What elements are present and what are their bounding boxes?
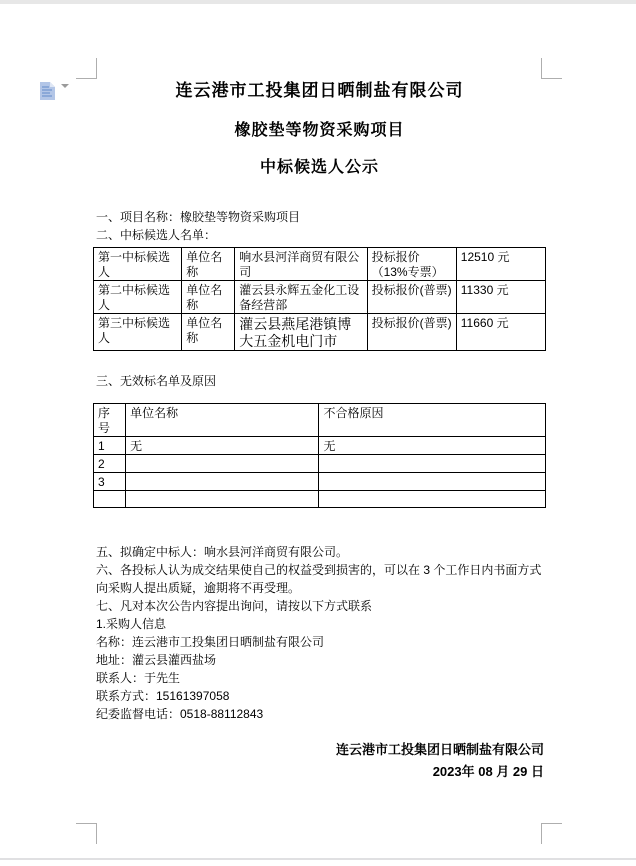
section-3-invalid-bids: 三、无效标名单及原因 [96,374,217,388]
candidate-rank-cell: 第三中标候选人 [94,314,182,351]
no-cell: 1 [94,437,126,455]
reason-cell [319,455,546,473]
unit-cell [126,473,319,491]
table-row [94,491,546,508]
purchaser-contact: 联系人：于先生 [96,671,181,685]
section-6-objection: 六、各投标人认为成交结果使自己的权益受到损害的，可以在 3 个工作日内书面方式向采购人提出质疑，逾期将不再受理。 [96,563,542,595]
section-2-candidate-list: 二、中标候选人名单： [96,228,217,242]
title-company: 连云港市工投集团日晒制盐有限公司 [175,81,464,100]
reason-cell [319,491,546,508]
price-cell: 11330 元 [456,281,545,314]
reason-cell [319,473,546,491]
title-doc-type: 中标候选人公示 [259,159,379,176]
signature-date: 2023年 08 月 29 日 [432,764,544,779]
page-boundary-bottom [0,858,636,860]
table-row [94,473,546,491]
margin-crop-mark-bottom-right [541,823,562,844]
table-row [94,314,546,351]
unit-label-cell: 单位名称 [182,314,235,351]
invalid-bids-table [93,403,546,508]
reason-cell: 无 [319,437,546,455]
price-label-cell: 投标报价（13%专票） [367,248,456,281]
signature-block [93,739,546,783]
candidates-table [93,247,546,351]
candidate-rank-cell: 第一中标候选人 [94,248,182,281]
unit-name-cell: 灌云县永辉五金化工设备经营部 [235,281,367,314]
candidate-rank-cell: 第二中标候选人 [94,281,182,314]
price-cell: 11660 元 [456,314,545,351]
chevron-down-icon[interactable] [61,88,70,106]
paste-options-button[interactable] [39,81,73,101]
no-cell [94,491,126,508]
no-cell: 3 [94,473,126,491]
table-row [94,455,546,473]
purchaser-address: 地址：灌云县灌西盐场 [96,653,217,667]
unit-label-cell: 单位名称 [182,281,235,314]
purchaser-supervision-phone: 纪委监督电话：0518-88112843 [96,707,264,721]
purchaser-heading: 1.采购人信息 [96,617,167,631]
title-project: 橡胶垫等物资采购项目 [234,122,405,139]
col-header-reason: 不合格原因 [319,404,546,437]
price-label-cell: 投标报价(普票) [367,281,456,314]
table-row [94,248,546,281]
no-cell: 2 [94,455,126,473]
purchaser-info-block [93,615,546,723]
unit-name-cell: 响水县河洋商贸有限公司 [235,248,367,281]
price-cell: 12510 元 [456,248,545,281]
unit-cell [126,491,319,508]
col-header-unit: 单位名称 [126,404,319,437]
purchaser-phone: 联系方式：15161397058 [96,689,230,703]
unit-label-cell: 单位名称 [182,248,235,281]
unit-cell: 无 [126,437,319,455]
unit-name-cell: 灌云县燕尾港镇博大五金机电门市 [235,314,367,351]
margin-crop-mark-bottom-left [76,823,97,844]
section-5-winner: 五、拟确定中标人：响水县河洋商贸有限公司。 [96,545,349,559]
table-header-row [94,404,546,437]
col-header-no: 序号 [94,404,126,437]
purchaser-name: 名称：连云港市工投集团日晒制盐有限公司 [96,635,325,649]
signature-company: 连云港市工投集团日晒制盐有限公司 [335,742,544,757]
unit-cell [126,455,319,473]
section-7-contact: 七、凡对本次公告内容提出询问，请按以下方式联系 [96,599,373,613]
price-label-cell: 投标报价(普票) [367,314,456,351]
document-body [93,0,546,783]
table-row [94,281,546,314]
table-row [94,437,546,455]
section-1-project-name: 一、项目名称：橡胶垫等物资采购项目 [96,210,301,224]
